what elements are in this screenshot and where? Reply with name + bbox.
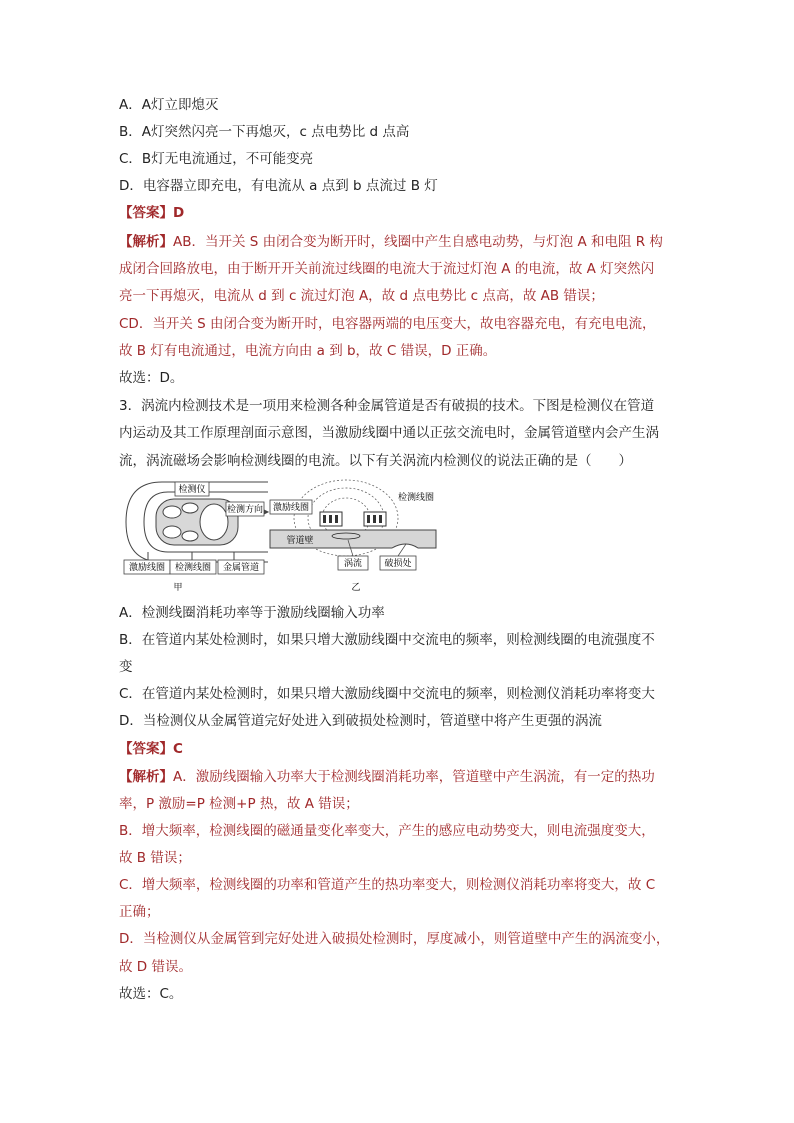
analysis-label: 【解析】 <box>119 234 173 250</box>
analysis-text: A．激励线圈输入功率大于检测线圈消耗功率，管道壁中产生涡流，有一定的热功 <box>173 769 655 785</box>
caption-yi: 乙 <box>351 583 361 593</box>
q2-analysis-line-4: CD．当开关 S 由闭合变为断开时，电容器两端的电压变大，故电容器充电，有充电电流， <box>119 316 656 332</box>
q3-analysis-line-1 <box>119 767 655 787</box>
q3-option-d: D．当检测仪从金属管道完好处进入到破损处检测时，管道壁中将产生更强的涡流 <box>119 713 602 729</box>
q3-option-a: A．检测线圈消耗功率等于激励线圈输入功率 <box>119 605 385 621</box>
q3-analysis-line-8: 故 D 错误。 <box>119 959 192 975</box>
q2-option-c: C．B灯无电流通过，不可能变亮 <box>119 151 314 167</box>
analysis-text: AB．当开关 S 由闭合变为断开时，线圈中产生自感电动势，与灯泡 A 和电阻 R 构 <box>173 234 663 250</box>
q2-option-a: A．A灯立即熄灭 <box>119 97 219 113</box>
answer-value: D <box>173 205 185 221</box>
label-detection-coil: 检测线圈 <box>174 563 212 573</box>
caption-jia: 甲 <box>173 583 183 593</box>
answer-label: 【答案】 <box>119 741 173 757</box>
q3-analysis-line-3: B．增大频率，检测线圈的磁通量变化率变大，产生的感应电动势变大，则电流强度变大， <box>119 823 655 839</box>
figure-yi <box>268 478 444 594</box>
q2-option-b: B．A灯突然闪亮一下再熄灭，c 点电势比 d 点高 <box>119 124 410 140</box>
q3-stem-line-3: 流，涡流磁场会影响检测线圈的电流。以下有关涡流内检测仪的说法正确的是（ ） <box>119 453 632 469</box>
label-damage: 破损处 <box>384 559 412 569</box>
q3-stem-line-1: 3．涡流内检测技术是一项用来检测各种金属管道是否有破损的技术。下图是检测仪在管道 <box>119 398 655 414</box>
label-excitation-coil: 激励线圈 <box>128 563 166 573</box>
q3-analysis-line-6: 正确； <box>119 904 160 920</box>
q2-conclusion: 故选：D。 <box>119 370 184 386</box>
q3-answer <box>119 739 183 759</box>
label-yi-detection-coil: 检测线圈 <box>398 493 435 503</box>
q2-analysis-line-2: 成闭合回路放电，由于断开开关前流过线圈的电流大于流过灯泡 A 的电流，故 A 灯突然闪 <box>119 261 655 277</box>
label-yi-excitation-coil: 激励线圈 <box>272 503 310 513</box>
answer-value: C <box>173 741 183 757</box>
q2-analysis-line-1 <box>119 232 663 252</box>
q3-option-b-line-2: 变 <box>119 659 133 675</box>
q2-option-d: D．电容器立即充电，有电流从 a 点到 b 点流过 B 灯 <box>119 178 438 194</box>
label-instrument: 检测仪 <box>178 485 206 495</box>
q3-conclusion: 故选：C。 <box>119 986 183 1002</box>
analysis-label: 【解析】 <box>119 769 173 785</box>
q3-analysis-line-5: C．增大频率，检测线圈的功率和管道产生的热功率变大，则检测仪消耗功率将变大，故 C <box>119 877 656 893</box>
q3-stem-line-2: 内运动及其工作原理剖面示意图，当激励线圈中通以正弦交流电时，金属管道壁内会产生涡 <box>119 425 659 441</box>
figure-jia <box>118 478 274 594</box>
label-metal-pipe: 金属管道 <box>222 563 260 573</box>
q3-option-c: C．在管道内某处检测时，如果只增大激励线圈中交流电的频率，则检测仪消耗功率将变大 <box>119 686 655 702</box>
q2-analysis-line-3: 亮一下再熄灭，电流从 d 到 c 流过灯泡 A，故 d 点电势比 c 点高，故 AB 错误； <box>119 288 604 304</box>
label-pipe-wall: 管道壁 <box>286 536 314 546</box>
q3-analysis-line-7: D．当检测仪从金属管到完好处进入破损处检测时，厚度减小，则管道壁中产生的涡流变小， <box>119 931 670 947</box>
answer-label: 【答案】 <box>119 205 173 221</box>
label-direction: 检测方向 <box>226 505 264 515</box>
q2-analysis-line-5: 故 B 灯有电流通过，电流方向由 a 到 b，故 C 错误，D 正确。 <box>119 343 497 359</box>
q2-answer <box>119 203 184 223</box>
label-eddy: 涡流 <box>343 559 363 569</box>
q3-analysis-line-2: 率，P 激励=P 检测+P 热，故 A 错误； <box>119 796 359 812</box>
q3-analysis-line-4: 故 B 错误； <box>119 850 191 866</box>
q3-option-b-line-1: B．在管道内某处检测时，如果只增大激励线圈中交流电的频率，则检测线圈的电流强度不 <box>119 632 655 648</box>
